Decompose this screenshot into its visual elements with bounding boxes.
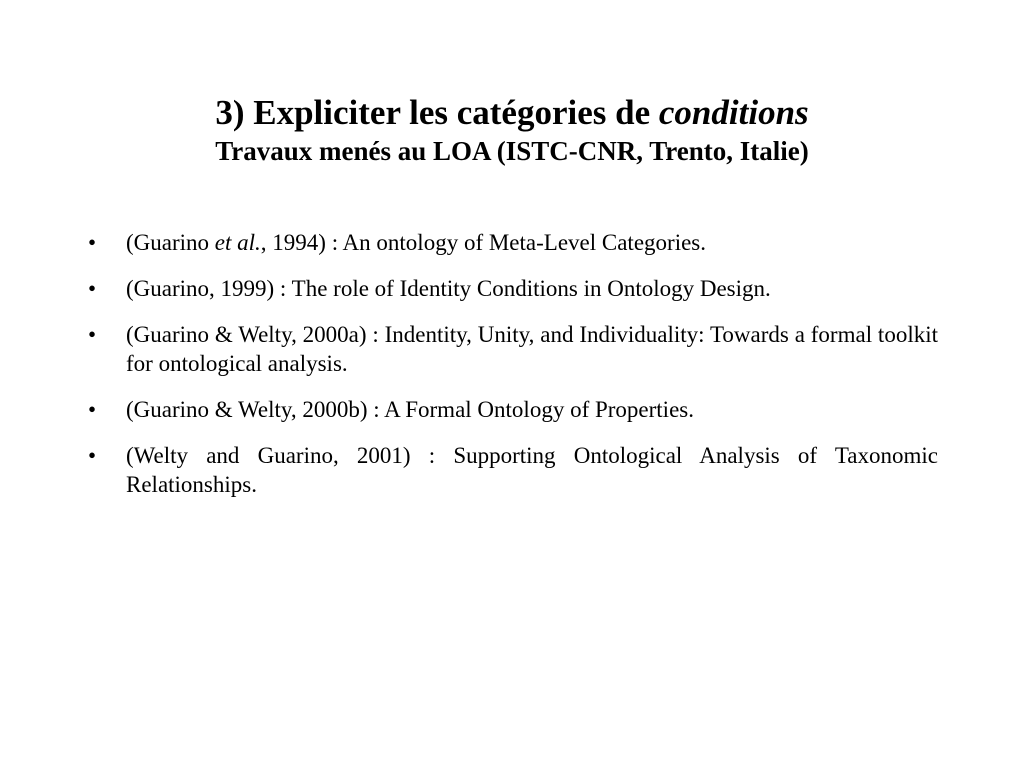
reference-list <box>88 228 938 516</box>
slide-title <box>0 92 1024 168</box>
bullet-icon: • <box>88 322 97 347</box>
subtitle: Travaux menés au LOA (ISTC-CNR, Trento, Italie) <box>215 136 809 166</box>
bullet-icon: • <box>88 443 97 468</box>
title-prefix: 3) Expliciter les catégories de <box>215 93 659 132</box>
list-item-text <box>126 276 771 301</box>
list-item-text-before: (Welty and Guarino, 2001) : Supporting Ontological Analysis of Taxonomic Relationships. <box>126 443 938 497</box>
bullet-icon: • <box>88 397 97 422</box>
list-item <box>88 441 938 499</box>
list-item <box>88 320 938 378</box>
title-line-1 <box>0 92 1024 134</box>
list-item <box>88 395 938 424</box>
list-item-text <box>126 443 938 497</box>
list-item-text <box>126 230 706 255</box>
list-item-text-before: (Guarino & Welty, 2000a) : Indentity, Unity, and Individuality: Towards a formal toolkit for ontological analysis. <box>126 322 938 376</box>
bullet-icon: • <box>88 230 97 255</box>
list-item-text <box>126 322 938 376</box>
list-item-text-italic: et al. <box>214 230 261 255</box>
list-item-text-before: (Guarino <box>126 230 215 255</box>
list-item-text-before: (Guarino & Welty, 2000b) : A Formal Ontology of Properties. <box>126 397 694 422</box>
list-item-text-before: (Guarino, 1999) : The role of Identity Conditions in Ontology Design. <box>126 276 771 301</box>
list-item-text-after: , 1994) : An ontology of Meta-Level Categories. <box>260 230 706 255</box>
list-item-text <box>126 397 694 422</box>
list-item <box>88 228 938 257</box>
list-item <box>88 274 938 303</box>
bullet-icon: • <box>88 276 97 301</box>
title-italic-word: conditions <box>658 93 809 132</box>
